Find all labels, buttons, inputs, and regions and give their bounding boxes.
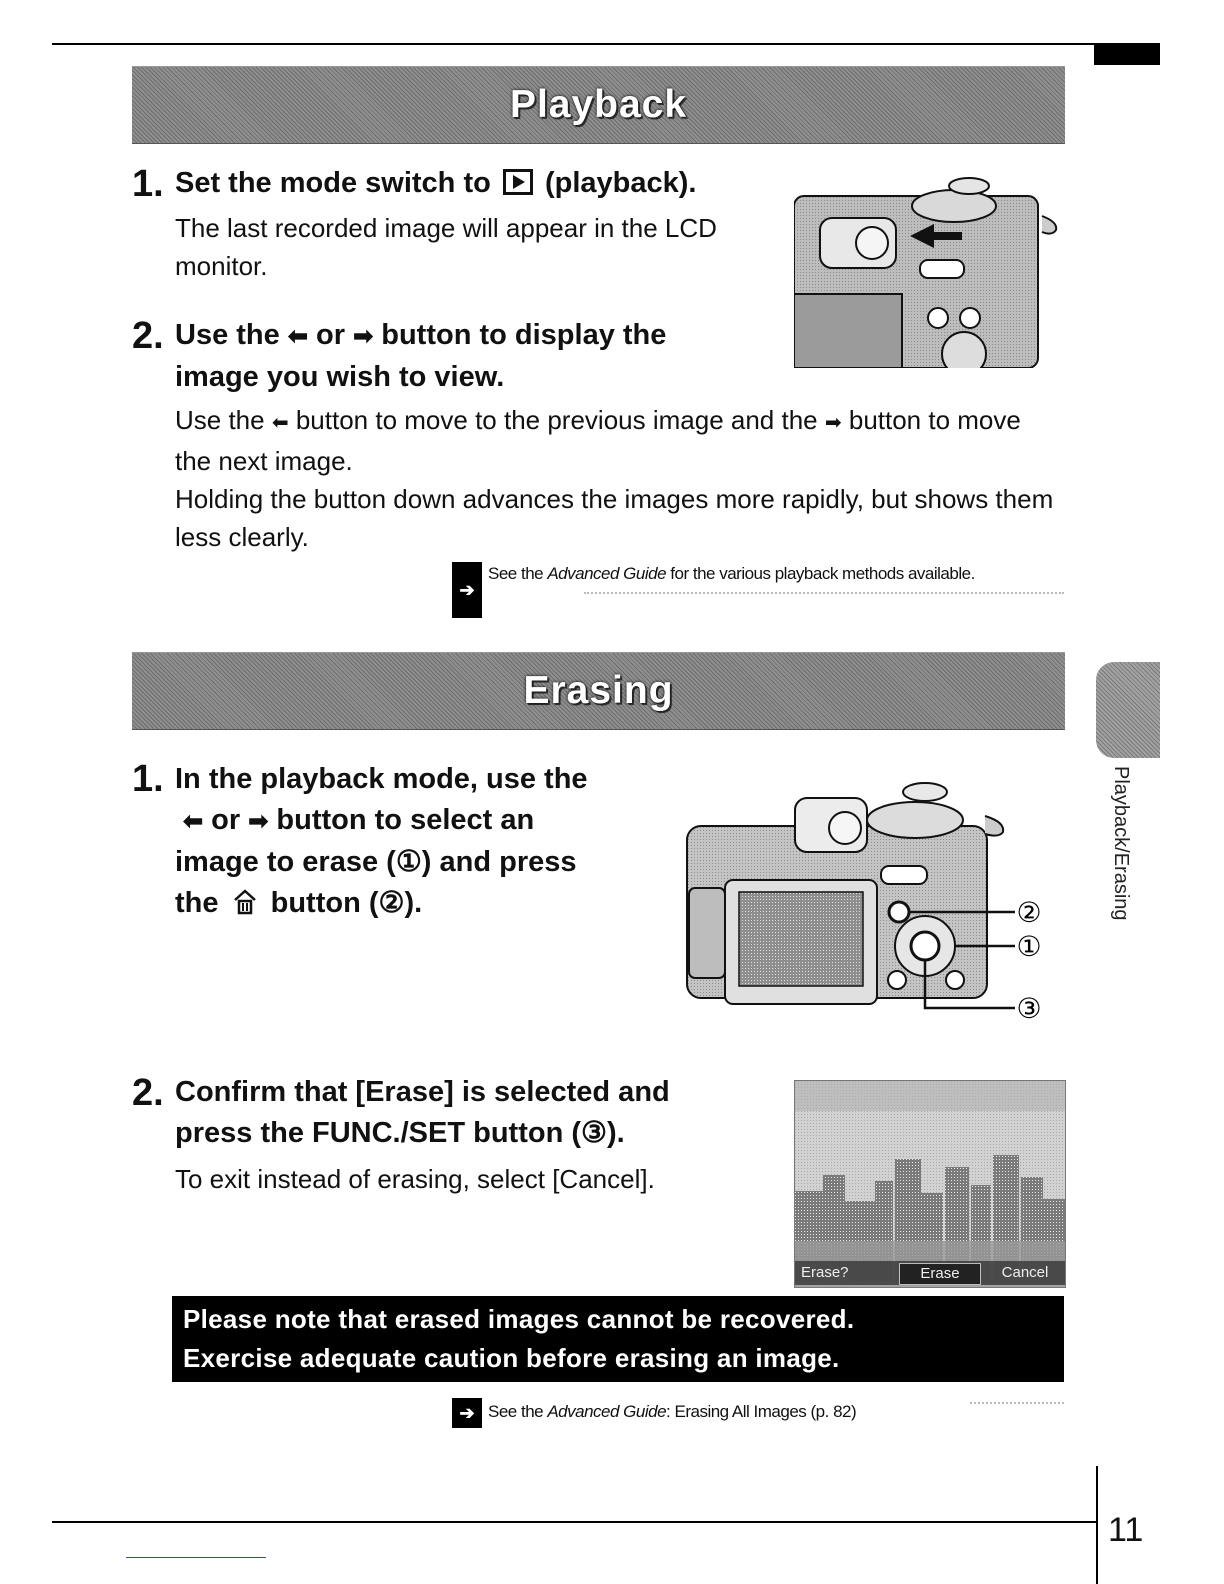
side-tab	[1096, 662, 1160, 758]
reference-text: See the	[488, 1402, 544, 1421]
step-heading	[175, 1072, 785, 1154]
step-heading	[175, 315, 795, 398]
side-tab-label: Playback/Erasing	[1110, 766, 1132, 921]
warning-line-1: Please note that erased images cannot be recovered.	[183, 1304, 855, 1334]
step-body	[175, 401, 1055, 556]
page-number: 11	[1108, 1511, 1144, 1549]
top-rule	[52, 43, 1160, 45]
body-text: button to move to the previous image and the	[295, 405, 818, 435]
step-body: To exit instead of erasing, select [Cancel].	[175, 1164, 655, 1194]
reference-text: : Erasing All Images (p. 82)	[666, 1402, 857, 1421]
step-number: 1.	[132, 163, 164, 205]
heading-text: button to display the	[381, 319, 667, 351]
dotted-rule	[584, 592, 1064, 594]
playback-icon	[503, 169, 533, 195]
reference-guide-title: Advanced Guide	[547, 564, 667, 583]
erase-option: Erase	[899, 1263, 981, 1285]
reference-note	[488, 1398, 968, 1426]
heading-text: button to select an	[276, 804, 535, 836]
heading-text: button (②).	[270, 887, 423, 919]
right-arrow-icon: ➡	[248, 808, 269, 835]
right-arrow-icon: ➡	[353, 323, 374, 350]
step-number: 2.	[132, 1072, 164, 1114]
camera-back-illustration	[794, 176, 1062, 368]
lcd-erase-screen	[794, 1080, 1066, 1288]
left-arrow-icon: ⬅	[287, 323, 308, 350]
callout-3: ③	[1016, 992, 1042, 1025]
section-title-erasing: Erasing	[523, 669, 674, 712]
left-arrow-icon: ⬅	[271, 412, 289, 434]
heading-text: Set the mode switch to	[175, 167, 491, 199]
body-text: Use the	[175, 405, 265, 435]
warning-box	[172, 1296, 1064, 1382]
callout-1: ①	[1016, 930, 1042, 963]
step-heading	[175, 163, 795, 204]
dotted-rule	[970, 1402, 1064, 1404]
reference-note	[488, 560, 1028, 588]
heading-text: In the playback mode, use the	[175, 763, 588, 795]
step-number: 2.	[132, 315, 164, 357]
city-photo	[795, 1081, 1065, 1287]
body-text: Holding the button down advances the images more rapidly, but shows them less clearly.	[175, 484, 1054, 552]
heading-text: image you wish to view.	[175, 361, 505, 393]
reference-guide-title: Advanced Guide	[547, 1402, 667, 1421]
reference-text: See the	[488, 564, 544, 583]
section-banner-erasing	[132, 652, 1065, 730]
left-arrow-icon: ⬅	[183, 808, 204, 835]
erase-prompt: Erase?	[801, 1264, 849, 1281]
heading-text: Confirm that [Erase] is selected and	[175, 1076, 670, 1108]
reference-arrow-icon: ➔	[452, 562, 482, 618]
bottom-rule	[52, 1521, 1098, 1523]
page-number-divider	[1096, 1466, 1098, 1584]
heading-text: press the FUNC./SET button (③).	[175, 1117, 625, 1149]
section-banner-playback	[132, 66, 1065, 144]
reference-text: for the various playback methods available.	[670, 564, 975, 583]
heading-text: or	[316, 319, 345, 351]
right-arrow-icon: ➡	[824, 412, 842, 434]
heading-text: (playback).	[544, 167, 697, 199]
callout-2: ②	[1016, 896, 1042, 929]
step-heading	[175, 759, 675, 924]
erase-button-icon	[231, 888, 259, 916]
heading-text: the	[175, 887, 219, 919]
cancel-option: Cancel	[1001, 1264, 1049, 1281]
body-text: button to move the next image.	[175, 405, 1021, 476]
warning-line-2: Exercise adequate caution before erasing an image.	[183, 1343, 840, 1373]
camera-erase-illustration	[685, 776, 1065, 1028]
heading-text: or	[211, 804, 241, 836]
step-body: The last recorded image will appear in the LCD monitor.	[175, 213, 717, 281]
section-title-playback: Playback	[509, 83, 688, 126]
erase-dialog-bar	[795, 1261, 1065, 1285]
reference-arrow-icon: ➔	[452, 1398, 482, 1428]
footer-link-rule	[126, 1557, 266, 1558]
heading-text: image to erase (①) and press	[175, 846, 577, 878]
corner-block	[1094, 45, 1160, 65]
heading-text: Use the	[175, 319, 280, 351]
step-number: 1.	[132, 758, 164, 800]
